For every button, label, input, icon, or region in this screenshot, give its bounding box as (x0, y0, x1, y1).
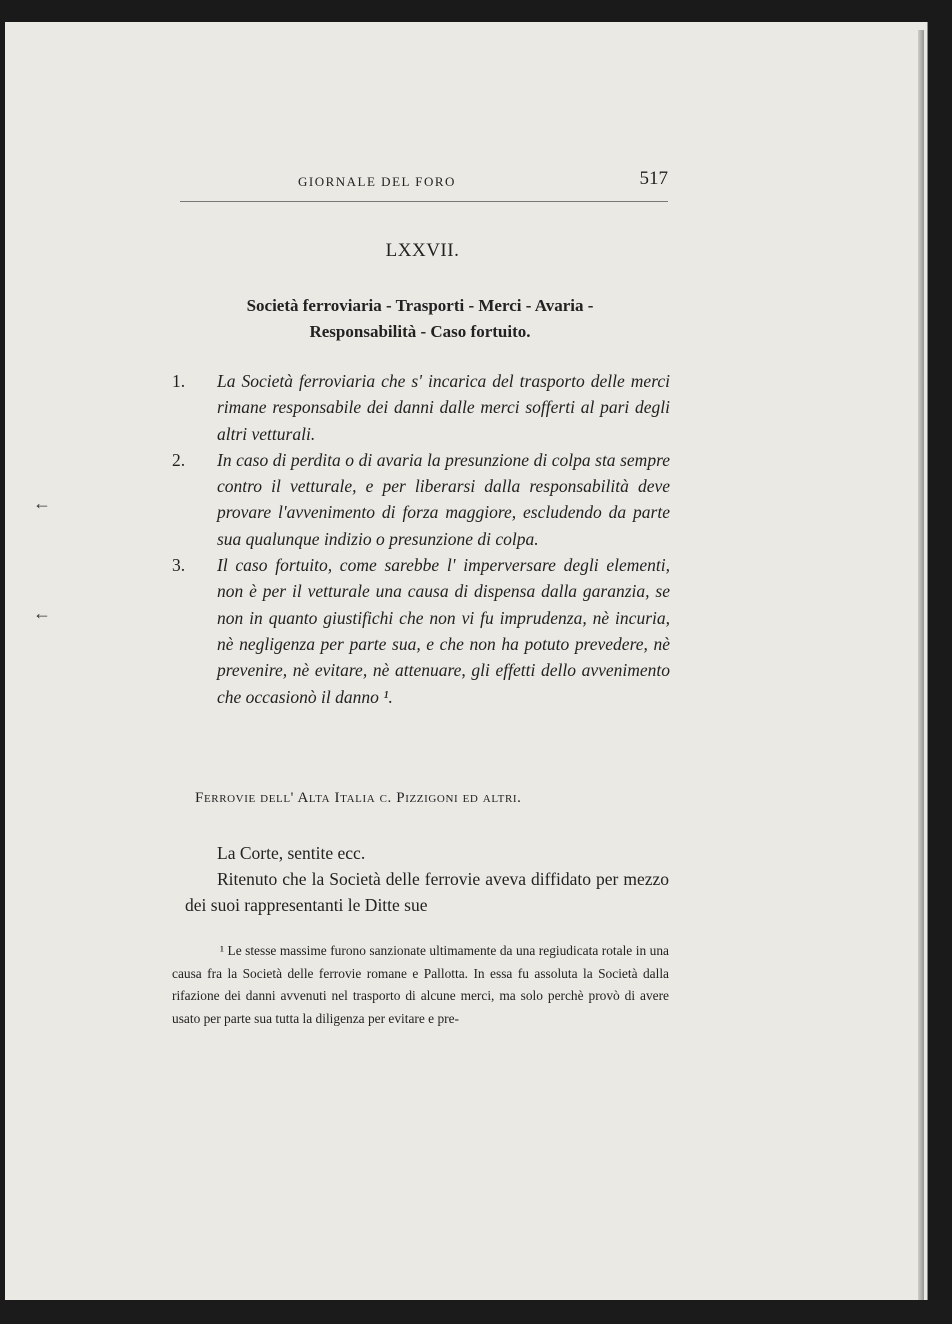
maxim-number: 2. (172, 449, 186, 470)
maxim-item (172, 552, 670, 710)
margin-arrow-icon: ← (33, 603, 51, 623)
maxim-number: 1. (172, 371, 186, 391)
case-heading: Ferrovie dell' Alta Italia c. Pizzigoni ed altri. (195, 790, 522, 806)
maxim-number: 3. (172, 555, 186, 576)
footnote-block (172, 940, 669, 1030)
title-line-2: Responsabilità - Caso fortuito. (309, 322, 531, 341)
title-line-1: Società ferroviaria - Trasporti - Merci - Avaria - (246, 296, 594, 315)
body-text (185, 840, 669, 918)
scan-border (0, 1300, 952, 1324)
section-number: LXXVII. (385, 240, 460, 261)
maxim-item (172, 447, 670, 552)
margin-arrow-icon: ← (33, 493, 51, 513)
maxims-list (172, 368, 670, 710)
maxim-text: In caso di perdita o di avaria la presunzione di colpa sta sempre contro il vetturale, e per liberarsi dalla responsabilità deve provare l'avvenimento di forza maggiore, escludendo da parte sua qualunque indizio o presunzione di colpa. (217, 449, 670, 549)
page-number: 517 (639, 168, 668, 189)
header-rule (180, 201, 668, 202)
page-header (180, 168, 668, 198)
section-title (170, 293, 670, 345)
maxim-text: La Società ferroviaria che s' incarica del trasporto delle merci rimane responsabile dei danni dalle merci sofferti al pari degli altri vetturali. (217, 371, 670, 444)
maxim-item (172, 368, 670, 447)
body-paragraph: La Corte, sentite ecc. (217, 843, 366, 863)
running-head: GIORNALE DEL FORO (298, 174, 456, 189)
page-edge (918, 30, 924, 1300)
body-paragraph: Ritenuto che la Società delle ferrovie aveva diffidato per mezzo dei suoi rappresentanti le Ditte sue (185, 869, 669, 915)
footnote: ¹ Le stesse massime furono sanzionate ultimamente da una regiudicata rotale in una causa fra la Società delle ferrovie romane e Pallotta. In essa fu assoluta la Società dalla rifazione dei danni avvenuti nel trasporto di alcune merci, ma solo perchè provò di avere usato per parte sua tutta la diligenza per evitare e pre- (172, 943, 669, 1026)
maxim-text: Il caso fortuito, come sarebbe l' imperversare degli elementi, non è per il vetturale una causa di dispensa dalla garanzia, se non in quanto giustifichi che non vi fu imprudenza, nè incuria, nè negligenza per parte sua, e che non ha potuto prevedere, nè prevenire, nè evitare, nè attenuare, gli effetti dello avvenimento che occasionò il danno ¹. (217, 555, 670, 707)
